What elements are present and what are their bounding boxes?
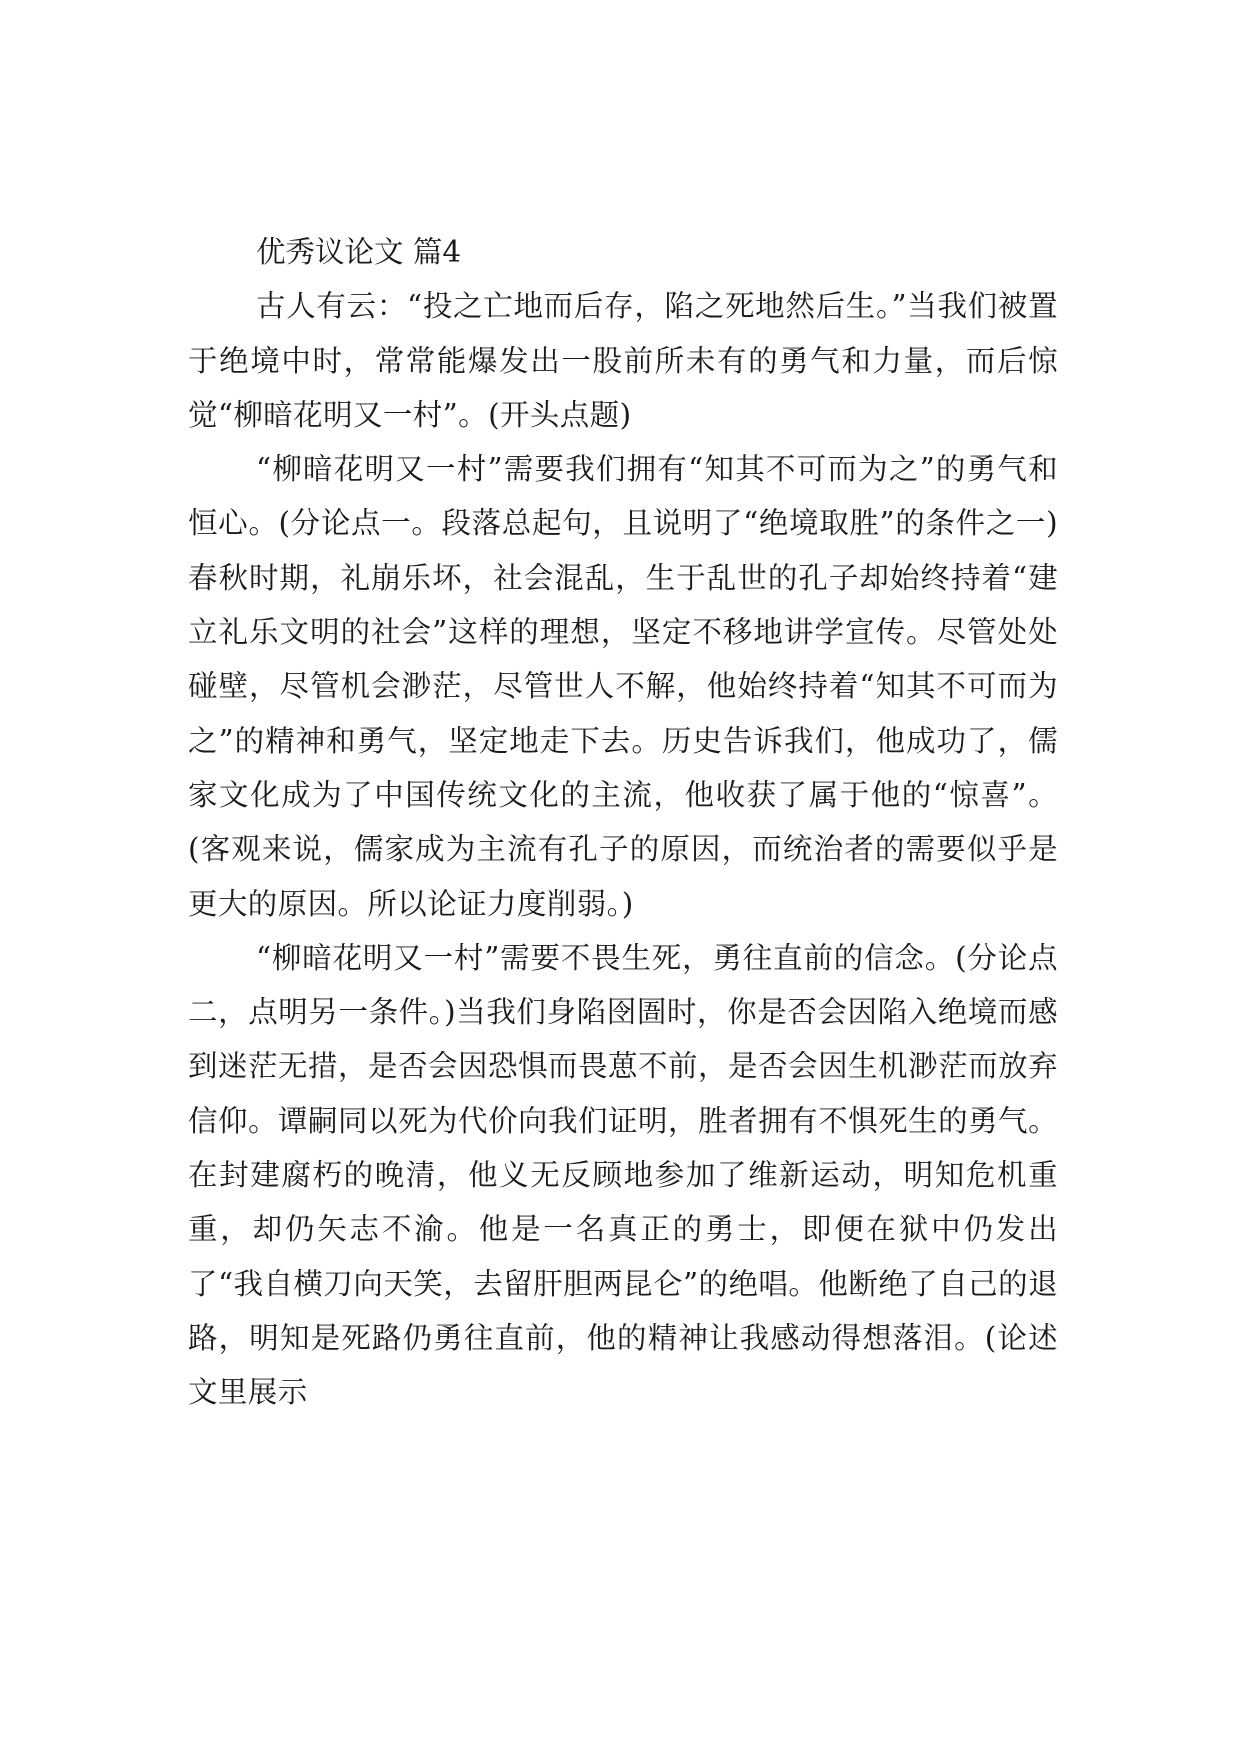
- document-body: [188, 225, 1058, 1420]
- paragraph-argument-two: “柳暗花明又一村”需要不畏生死，勇往直前的信念。(分论点二，点明另一条件。)当我们身陷囹圄时，你是否会因陷入绝境而感到迷茫无措，是否会因恐惧而畏葸不前，是否会因生机渺茫而放弃信仰。谭嗣同以死为代价向我们证明，胜者拥有不惧死生的勇气。在封建腐朽的晚清，他义无反顾地参加了维新运动，明知危机重重，却仍矢志不渝。他是一名真正的勇士，即便在狱中仍发出了“我自横刀向天笑，去留肝胆两昆仑”的绝唱。他断绝了自己的退路，明知是死路仍勇往直前，他的精神让我感动得想落泪。(论述文里展示: [188, 940, 1058, 1410]
- page-title: 优秀议论文 篇4: [256, 235, 462, 269]
- paragraph-argument-one: “柳暗花明又一村”需要我们拥有“知其不可而为之”的勇气和恒心。(分论点一。段落总起句，且说明了“绝境取胜”的条件之一)春秋时期，礼崩乐坏，社会混乱，生于乱世的孔子却始终持着“建立礼乐文明的社会”这样的理想，坚定不移地讲学宣传。尽管处处碰壁，尽管机会渺茫，尽管世人不解，他始终持着“知其不可而为之”的精神和勇气，坚定地走下去。历史告诉我们，他成功了，儒家文化成为了中国传统文化的主流，他收获了属于他的“惊喜”。(客观来说，儒家成为主流有孔子的原因，而统治者的需要似乎是更大的原因。所以论证力度削弱。): [188, 452, 1058, 921]
- paragraph-intro: 古人有云：“投之亡地而后存，陷之死地然后生。”当我们被置于绝境中时，常常能爆发出一股前所未有的勇气和力量，而后惊觉“柳暗花明又一村”。(开头点题): [188, 289, 1058, 432]
